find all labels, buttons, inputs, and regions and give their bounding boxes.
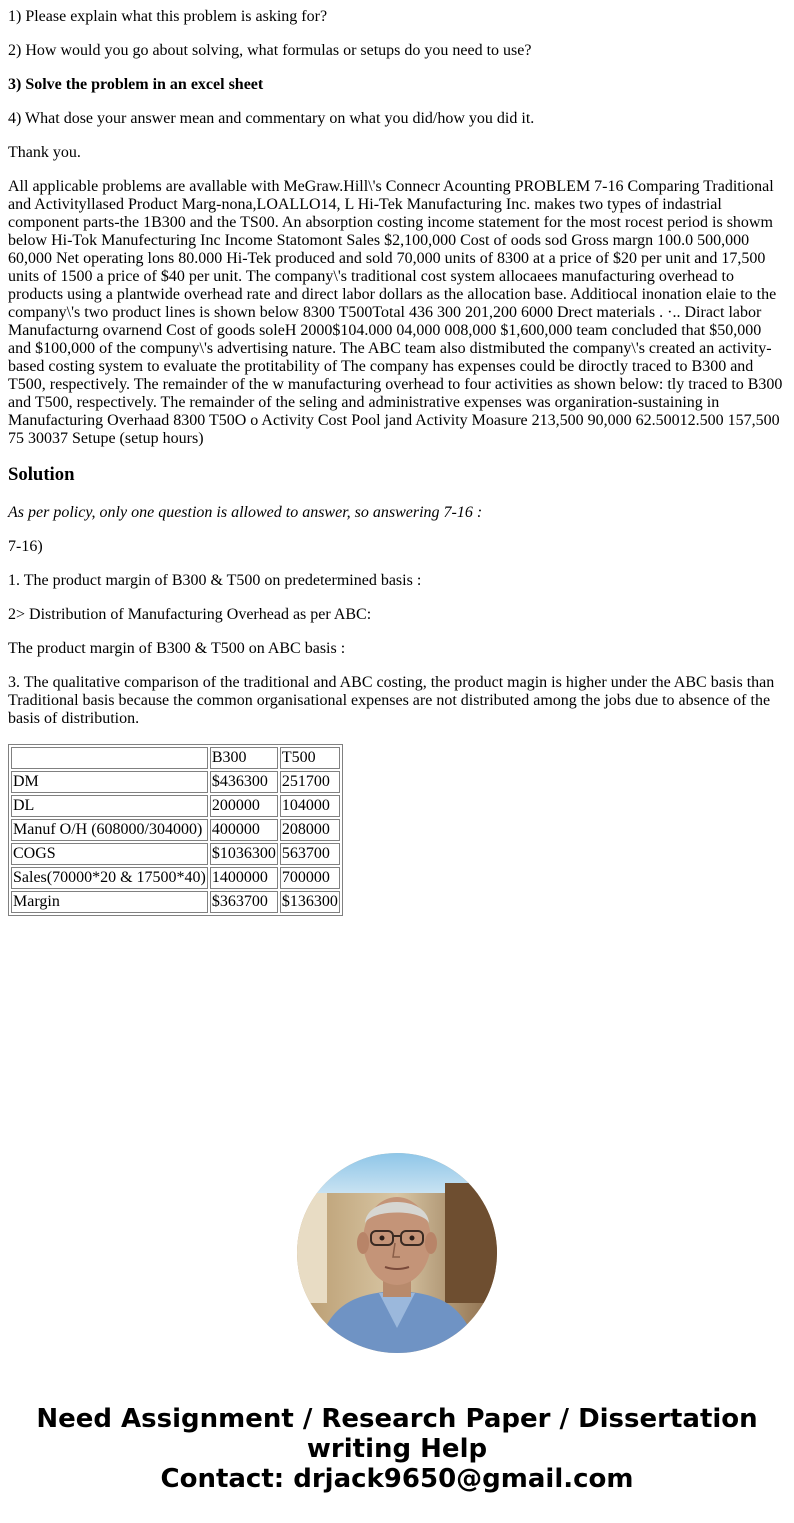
thanks-text: Thank you. bbox=[8, 144, 81, 161]
abc-margin-text: The product margin of B300 & T500 on ABC basis : bbox=[8, 640, 346, 657]
table-cell: 208000 bbox=[280, 819, 340, 841]
table-cell: DM bbox=[11, 771, 208, 793]
question-1: 1) Please explain what this problem is asking for? bbox=[8, 8, 328, 25]
table-cell: 563700 bbox=[280, 843, 340, 865]
table-row bbox=[11, 843, 340, 865]
table-cell: 700000 bbox=[280, 867, 340, 889]
table-cell: 251700 bbox=[280, 771, 340, 793]
tutor-photo bbox=[297, 1153, 497, 1353]
table-cell: Manuf O/H (608000/304000) bbox=[11, 819, 208, 841]
promo-banner bbox=[0, 1404, 794, 1494]
question-4: 4) What dose your answer mean and commentary on what you did/how you did it. bbox=[8, 110, 535, 127]
table-cell: Margin bbox=[11, 891, 208, 913]
header-cell: T500 bbox=[280, 747, 340, 769]
table-cell: DL bbox=[11, 795, 208, 817]
problem-text: All applicable problems are avallable with MeGraw.Hill\'s Connecr Acounting PROBLEM 7-16 Comparing Traditional and Activityllased Product Marg-nona,LOALLO14, L Hi-Tek Manufacturing Inc. makes two types of indastrial component parts-the 1B300 and the TS00. An absorption costing income statement for the most rocest period is showm below Hi-Tok Manufecturing Inc Income Statomont Sales $2,100,000 Cost of oods sod Gross margn 100.0 500,000 60,000 Net operating lons 80.000 Hi-Tek produced and sold 70,000 units of 8300 at a price of $20 per unit and 17,500 units of 1500 a price of $40 per unit. The company\'s traditional cost system allocaees manufacturing overhead to products using a plantwide overhead rate and direct labor dollars as the allocation base. Additiocal inonation elaie to the company\'s two product lines is shown below 8300 T500Total 436 300 201,200 6000 Drect materials . ·.. Diract labor Manufacturng ovarnend Cost of goods soleH 2000$104.000 04,000 008,000 $1,600,000 team concluded that $50,000 and $100,000 of the compuny\'s advertising nature. The ABC team also distmibuted the company\'s created an activity-based costing system to evaluate the protitability of The company has expenses could be diroctly traced to B300 and T500, respectively. The remainder of the w manufacturing overhead to four activities as shown below: tly traced to B300 and T500, respectively. The remainder of the seling and administrative expenses was organiration-sustaining in Manufacturing Overhaad 8300 T50O o Activity Cost Pool jand Activity Moasure 213,500 90,000 62.50012.500 157,500 75 30037 Setupe (setup hours) bbox=[8, 178, 783, 447]
table-row bbox=[11, 795, 340, 817]
promo-line-1: Need Assignment / Research Paper / Dissertation bbox=[36, 1404, 758, 1434]
table-row bbox=[11, 891, 340, 913]
promo-contact: Contact: drjack9650@gmail.com bbox=[160, 1464, 634, 1494]
table-cell: 1400000 bbox=[210, 867, 278, 889]
table-cell: 104000 bbox=[280, 795, 340, 817]
problem-label: 7-16) bbox=[8, 538, 43, 555]
question-2: 2) How would you go about solving, what formulas or setups do you need to use? bbox=[8, 42, 532, 59]
table-row bbox=[11, 771, 340, 793]
table-row bbox=[11, 819, 340, 841]
policy-note: As per policy, only one question is allowed to answer, so answering 7-16 : bbox=[8, 504, 483, 521]
table-cell: 200000 bbox=[210, 795, 278, 817]
solution-point-3: 3. The qualitative comparison of the traditional and ABC costing, the product magin is higher under the ABC basis than Traditional basis because the common organisational expenses are not distributed among the jobs due to absence of the basis of distribution. bbox=[8, 674, 775, 727]
document-body bbox=[8, 8, 786, 916]
question-3: 3) Solve the problem in an excel sheet bbox=[8, 76, 264, 93]
solution-heading: Solution bbox=[8, 464, 75, 485]
margin-table bbox=[8, 744, 343, 916]
table-cell: $136300 bbox=[280, 891, 340, 913]
table-cell: $1036300 bbox=[210, 843, 278, 865]
header-cell bbox=[11, 747, 208, 769]
table-cell: $363700 bbox=[210, 891, 278, 913]
header-cell: B300 bbox=[210, 747, 278, 769]
table-cell: COGS bbox=[11, 843, 208, 865]
table-cell: 400000 bbox=[210, 819, 278, 841]
promo-line-2: writing Help bbox=[306, 1434, 488, 1464]
table-header-row bbox=[11, 747, 340, 769]
table-cell: Sales(70000*20 & 17500*40) bbox=[11, 867, 208, 889]
solution-point-1: 1. The product margin of B300 & T500 on predetermined basis : bbox=[8, 572, 422, 589]
table-row bbox=[11, 867, 340, 889]
avatar bbox=[297, 1153, 497, 1353]
solution-point-2: 2> Distribution of Manufacturing Overhead as per ABC: bbox=[8, 606, 372, 623]
table-cell: $436300 bbox=[210, 771, 278, 793]
